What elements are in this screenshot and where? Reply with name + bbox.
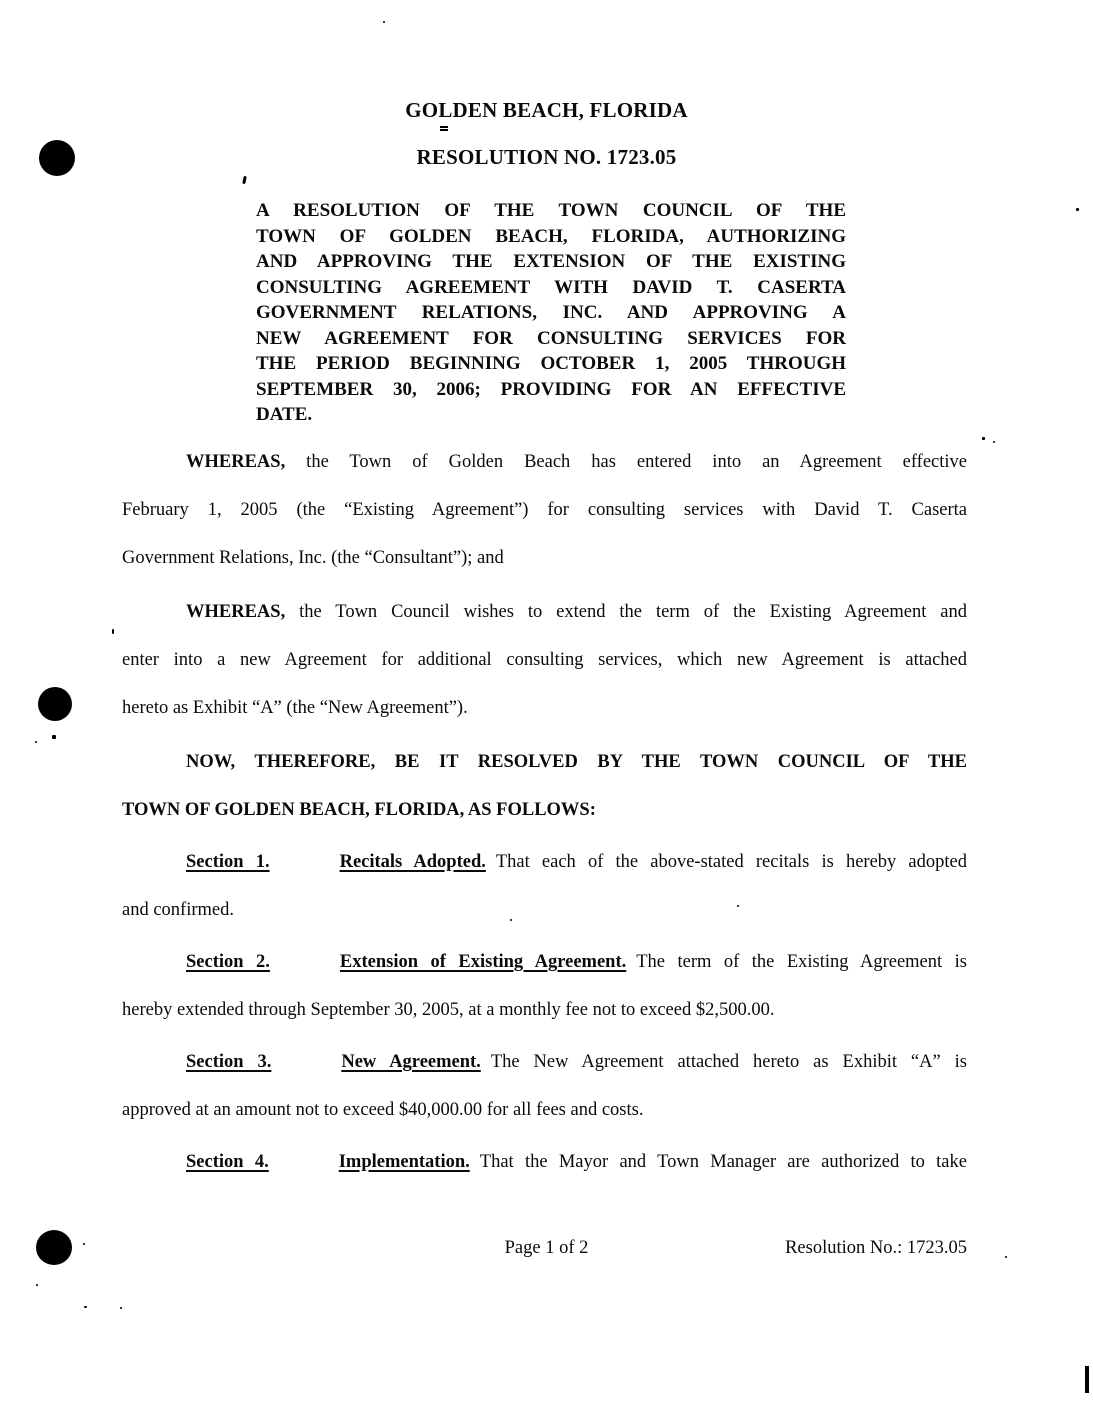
scan-speck (36, 1284, 38, 1286)
section-2-paragraph (122, 938, 967, 1034)
scan-speck (510, 919, 512, 921)
section-1-label: Section 1. (186, 852, 270, 872)
section-1-paragraph (122, 838, 967, 934)
text-line: TOWN OF GOLDEN BEACH, FLORIDA, AS FOLLOWS: (122, 800, 596, 820)
whereas-lead: WHEREAS, (186, 452, 286, 472)
text-line: enter into a new Agreement for additional consulting services, which new Agreement is attached (122, 650, 967, 670)
resolution-number-title: RESOLUTION NO. 1723.05 (416, 145, 677, 169)
text-line: approved at an amount not to exceed $40,000.00 for all fees and costs. (122, 1100, 644, 1120)
scan-speck (84, 1306, 87, 1308)
whereas-text: the Town of Golden Beach has entered into an Agreement effective (285, 452, 967, 472)
scan-speck (83, 1243, 85, 1245)
text-line (122, 938, 967, 986)
page-number-indicator: Page 1 of 2 (504, 1238, 589, 1258)
section-3-text: The New Agreement attached hereto as Exhibit “A” is (490, 1052, 967, 1072)
text-line: Government Relations, Inc. (the “Consultant”); and (122, 548, 504, 568)
scan-speck (52, 735, 56, 739)
whereas-lead: WHEREAS, (186, 602, 286, 622)
caption-line: SEPTEMBER 30, 2006; PROVIDING FOR AN EFFECTIVE (256, 378, 846, 400)
caption-line: AND APPROVING THE EXTENSION OF THE EXISTING (256, 251, 846, 272)
text-line: and confirmed. (122, 900, 234, 920)
section-4-text: That the Mayor and Town Manager are authorized to take (479, 1152, 967, 1172)
text-line (122, 588, 967, 636)
text-line (122, 1138, 967, 1186)
resolved-clause (122, 738, 967, 834)
scan-speck (993, 441, 995, 443)
scan-speck (982, 437, 985, 440)
scan-speck (440, 126, 448, 131)
section-3-heading: New Agreement. (341, 1052, 481, 1072)
section-4-paragraph (122, 1138, 967, 1186)
scan-edge-mark (1085, 1366, 1089, 1393)
scan-speck (1005, 1256, 1007, 1258)
scan-speck (737, 905, 739, 907)
text-line (122, 1038, 967, 1086)
scan-speck (242, 176, 247, 184)
document-location-title: GOLDEN BEACH, FLORIDA (405, 98, 688, 122)
section-2-text: The term of the Existing Agreement is (636, 952, 967, 972)
whereas-paragraph-2 (122, 588, 967, 732)
text-line (122, 838, 967, 886)
whereas-text: the Town Council wishes to extend the term of the Existing Agreement and (285, 602, 967, 622)
caption-line: THE PERIOD BEGINNING OCTOBER 1, 2005 THROUGH (256, 353, 846, 374)
whereas-paragraph-1 (122, 438, 967, 582)
text-line: February 1, 2005 (the “Existing Agreement”) for consulting services with David T. Caserta (122, 500, 967, 520)
section-3-label: Section 3. (186, 1052, 272, 1072)
hole-punch-mark (38, 687, 72, 721)
caption-line: CONSULTING AGREEMENT WITH DAVID T. CASERTA (256, 276, 846, 298)
scan-speck (383, 21, 385, 23)
scan-speck (35, 741, 37, 743)
text-line: hereto as Exhibit “A” (the “New Agreement”). (122, 698, 468, 718)
section-2-heading: Extension of Existing Agreement. (339, 952, 627, 972)
hole-punch-mark (36, 1230, 72, 1265)
caption-line: GOVERNMENT RELATIONS, INC. AND APPROVING A (256, 302, 846, 323)
caption-line: NEW AGREEMENT FOR CONSULTING SERVICES FOR (256, 327, 846, 349)
resolution-caption (256, 198, 846, 428)
section-4-heading: Implementation. (338, 1152, 470, 1172)
section-2-label: Section 2. (186, 952, 270, 972)
caption-line: TOWN OF GOLDEN BEACH, FLORIDA, AUTHORIZING (256, 225, 846, 247)
text-line: hereby extended through September 30, 2005, at a monthly fee not to exceed $2,500.00. (122, 1000, 775, 1020)
caption-line: A RESOLUTION OF THE TOWN COUNCIL OF THE (256, 200, 846, 221)
section-1-text: That each of the above-stated recitals is hereby adopted (495, 852, 967, 872)
section-1-heading: Recitals Adopted. (339, 852, 486, 872)
text-line: NOW, THEREFORE, BE IT RESOLVED BY THE TOWN COUNCIL OF THE (186, 752, 967, 772)
scan-speck (120, 1307, 122, 1309)
section-4-label: Section 4. (186, 1152, 269, 1172)
footer-resolution-reference: Resolution No.: 1723.05 (785, 1238, 967, 1258)
caption-line: DATE. (256, 404, 313, 425)
text-line (122, 438, 967, 486)
section-3-paragraph (122, 1038, 967, 1134)
scan-speck (1076, 208, 1079, 211)
scan-speck (112, 629, 114, 634)
